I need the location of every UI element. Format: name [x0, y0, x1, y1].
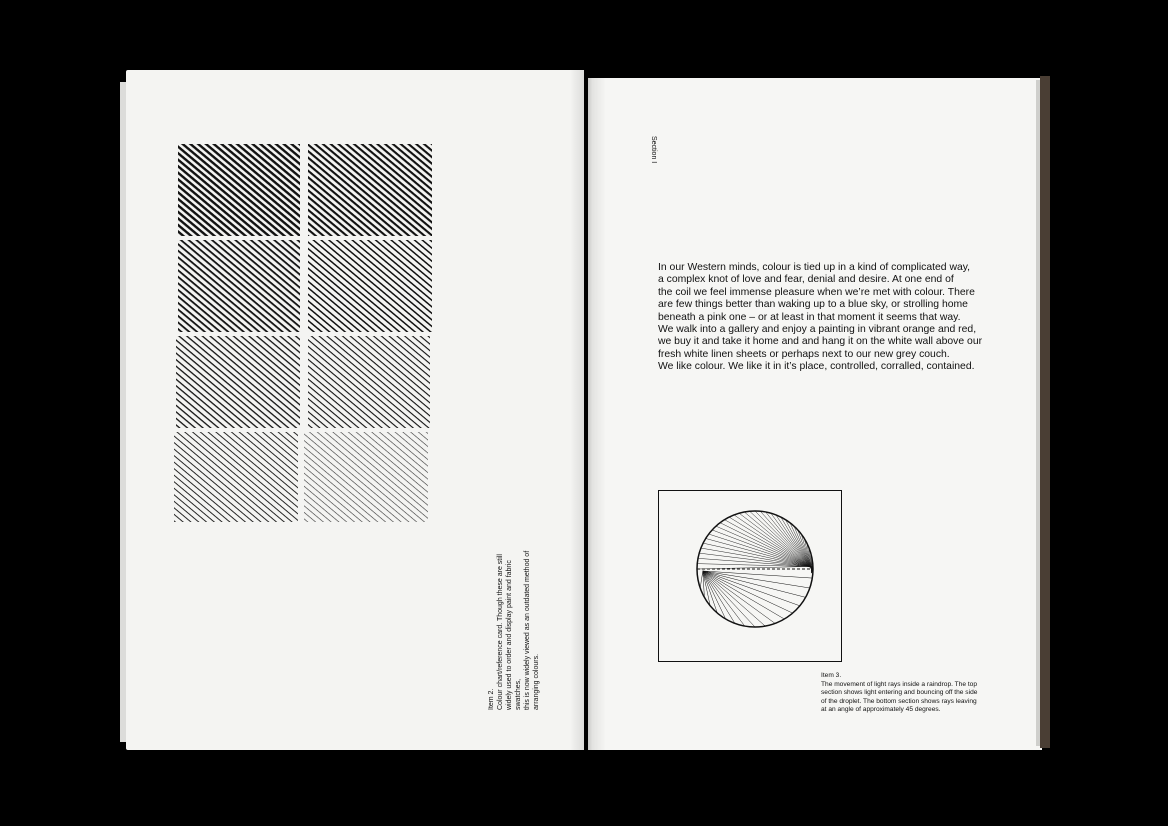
item-3-line: section shows light entering and bouncing off the side	[821, 689, 978, 697]
raindrop-diagram	[659, 491, 840, 660]
item-2-line: widely used to order and display paint and fabric swatches,	[506, 560, 522, 710]
item-2-line: arranging colours.	[533, 653, 540, 710]
item-2-caption	[487, 530, 541, 710]
item-2-title: Item 2.	[488, 688, 495, 710]
item-3-line: The movement of light rays inside a raindrop. The top	[821, 680, 978, 688]
body-line: In our Western minds, colour is tied up in a kind of complicated way,	[658, 262, 971, 273]
body-line: a complex knot of love and fear, denial and desire. At one end of	[658, 274, 954, 286]
body-line: beneath a pink one – or at least in that moment it seems that way.	[658, 311, 961, 323]
raindrop-figure	[658, 490, 842, 662]
section-label: Section I	[650, 136, 657, 164]
body-line: we buy it and take it home and and hang it on the white wall above our	[658, 336, 983, 348]
body-line: We like colour. We like it in it’s place, controlled, corralled, contained.	[658, 361, 975, 373]
item-3-caption	[821, 672, 981, 715]
swatch-7	[174, 432, 298, 522]
swatch-6	[308, 336, 430, 428]
exit-rays	[700, 571, 812, 627]
swatch-2	[308, 144, 432, 236]
item-3-line: at an angle of approximately 45 degrees.	[821, 706, 941, 714]
swatch-1	[178, 144, 300, 236]
item-3-title: Item 3.	[821, 672, 842, 679]
body-line: the coil we feel immense pleasure when we’re met with colour. There	[658, 286, 975, 298]
swatch-3	[178, 240, 300, 332]
swatch-5	[176, 336, 300, 428]
swatch-8	[304, 432, 428, 522]
body-text	[658, 262, 1008, 374]
book-gutter	[570, 70, 606, 750]
item-3-line: of the droplet. The bottom section shows rays leaving	[821, 697, 977, 705]
item-2-line: this is now widely viewed as an outdated method of	[524, 550, 531, 710]
incoming-rays	[697, 511, 813, 573]
body-line: are few things better than waking up to a blue sky, or strolling home	[658, 299, 968, 311]
swatch-4	[308, 240, 432, 332]
right-page-edge	[1040, 76, 1050, 748]
colour-chart-swatches	[172, 140, 434, 524]
body-line: We walk into a gallery and enjoy a painting in vibrant orange and red,	[658, 324, 977, 336]
body-line: fresh white linen sheets or perhaps next to our new grey couch.	[658, 348, 950, 360]
item-2-line: Colour chart/reference card. Though these are still	[497, 554, 504, 710]
